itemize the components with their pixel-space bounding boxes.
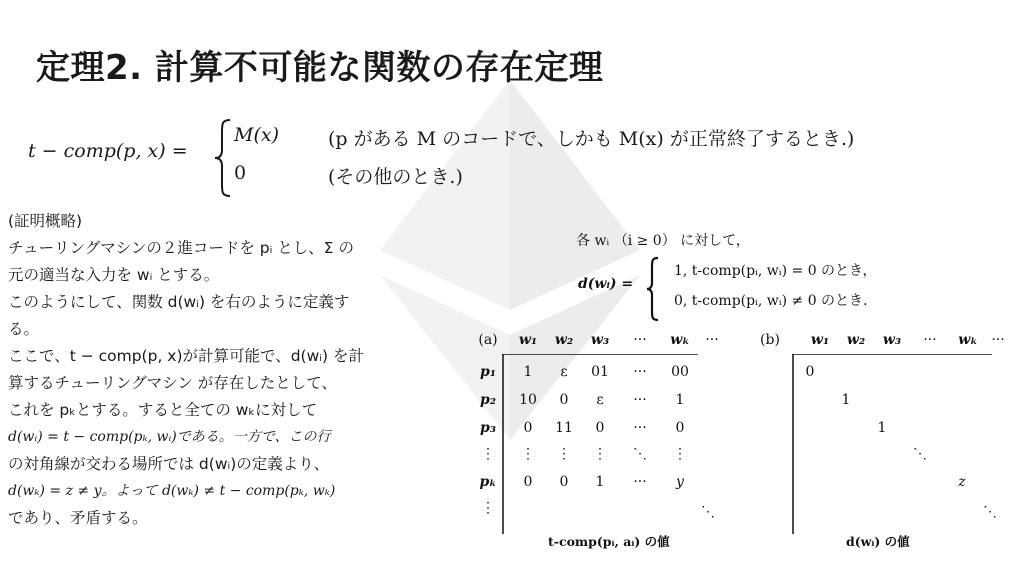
- table-cell: 11: [555, 420, 573, 436]
- proof-line: ここで、t − comp(p, x)が計算可能で、d(wᵢ) を計: [8, 347, 365, 365]
- proof-line: このようにして、関数 d(wᵢ) を右のように定義す: [8, 293, 350, 311]
- definition-lhs: t − comp(p, x) =: [28, 140, 188, 162]
- diagonal-ellipsis: ⋱: [701, 504, 715, 520]
- column-header: ···: [705, 332, 719, 348]
- table-cell: ···: [633, 420, 647, 436]
- table-cell: 01: [591, 364, 609, 380]
- table-cell: ε: [596, 392, 604, 408]
- table-b-caption: d(wᵢ) の値: [846, 534, 910, 549]
- figure-intro: 各 wᵢ （i ≥ 0） に対して，: [576, 233, 750, 249]
- proof-text: [8, 208, 470, 532]
- proof-line: 算するチューリングマシン が存在したとして、: [8, 374, 337, 392]
- proof-line: これを pₖとする。すると全ての wₖに対して: [8, 401, 318, 419]
- table-a-label: (a): [478, 332, 498, 348]
- diagonal-figure: [478, 220, 1018, 570]
- proof-line: であり、矛盾する。: [8, 509, 148, 527]
- table-cell: ⋮: [593, 446, 607, 462]
- table-a: [478, 328, 728, 550]
- table-cell: 0: [523, 420, 533, 436]
- column-header: w₃: [882, 332, 902, 348]
- table-b-grid: [792, 354, 992, 534]
- diagonal-cell: ⋱: [913, 446, 927, 462]
- row-header: ⋮: [481, 500, 495, 516]
- proof-line: チューリングマシンの２進コードを pᵢ とし、Σ の: [8, 239, 355, 257]
- column-header: w₃: [590, 332, 610, 348]
- column-header: w₁: [518, 332, 538, 348]
- column-header: ···: [633, 332, 647, 348]
- table-cell: ···: [633, 364, 647, 380]
- table-cell: ···: [633, 392, 647, 408]
- table-cell: 0: [595, 420, 605, 436]
- column-header: ···: [923, 332, 937, 348]
- table-cell: 10: [519, 392, 537, 408]
- proof-line: d(wᵢ) = t − comp(pₖ, wᵢ)である。一方で、この行: [8, 429, 331, 445]
- diagonal-cell: ⋱: [983, 504, 997, 520]
- column-header: ···: [991, 332, 1005, 348]
- table-cell: ε: [560, 364, 568, 380]
- table-b-label: (b): [760, 332, 780, 348]
- table-cell: 00: [671, 364, 689, 380]
- table-cell: 1: [595, 474, 605, 490]
- case1-condition: (p がある M のコードで、しかも M(x) が正常終了するとき.): [328, 128, 855, 150]
- diagonal-cell: 1: [841, 392, 851, 408]
- column-header: wₖ: [670, 332, 690, 348]
- proof-line: d(wₖ) = z ≠ y。よって d(wₖ) ≠ t − comp(pₖ, wₖ): [8, 483, 336, 499]
- table-cell: ⋮: [673, 446, 687, 462]
- figure-brace: [646, 256, 660, 322]
- case2-value: 0: [234, 162, 247, 184]
- figure-case1: 1, t-comp(pᵢ, wᵢ) = 0 のとき，: [674, 263, 877, 279]
- table-a-grid: [502, 354, 698, 534]
- table-cell: ···: [633, 474, 647, 490]
- table-cell: 0: [559, 474, 569, 490]
- column-header: w₂: [554, 332, 574, 348]
- column-header: w₁: [810, 332, 830, 348]
- case2-condition: (その他のとき.): [328, 166, 463, 188]
- table-cell: ⋱: [633, 446, 647, 462]
- table-cell: ⋮: [557, 446, 571, 462]
- definition-brace: [214, 118, 232, 198]
- table-cell: y: [676, 474, 684, 490]
- column-header: wₖ: [958, 332, 978, 348]
- row-header: p₁: [480, 364, 496, 380]
- diagonal-cell: z: [958, 474, 966, 490]
- definition-formula: [28, 112, 1018, 202]
- column-header: w₂: [846, 332, 866, 348]
- proof-heading: (証明概略): [8, 212, 83, 230]
- table-cell: 1: [523, 364, 533, 380]
- row-header: p₂: [480, 392, 496, 408]
- table-cell: 0: [559, 392, 569, 408]
- proof-line: の対角線が交わる場所では d(wᵢ)の定義より、: [8, 455, 330, 473]
- row-header: pₖ: [479, 474, 497, 490]
- table-cell: 0: [523, 474, 533, 490]
- diagonal-cell: 1: [877, 420, 887, 436]
- slide-title: 定理2. 計算不可能な関数の存在定理: [36, 48, 604, 88]
- diagonal-cell: 0: [805, 364, 815, 380]
- proof-line: 元の適当な入力を wᵢ とする。: [8, 266, 220, 284]
- table-cell: 1: [675, 392, 685, 408]
- table-cell: ⋮: [521, 446, 535, 462]
- proof-line: る。: [8, 320, 40, 338]
- figure-d-lhs: d(wᵢ) =: [578, 276, 634, 292]
- row-header: ⋮: [481, 446, 495, 462]
- figure-case2: 0, t-comp(pᵢ, wᵢ) ≠ 0 のとき.: [674, 293, 868, 309]
- table-cell: 0: [675, 420, 685, 436]
- table-a-caption: t-comp(pᵢ, aᵢ) の値: [548, 534, 670, 549]
- row-header: p₃: [480, 420, 496, 436]
- case1-value: M(x): [234, 124, 279, 146]
- table-b: [760, 328, 1018, 550]
